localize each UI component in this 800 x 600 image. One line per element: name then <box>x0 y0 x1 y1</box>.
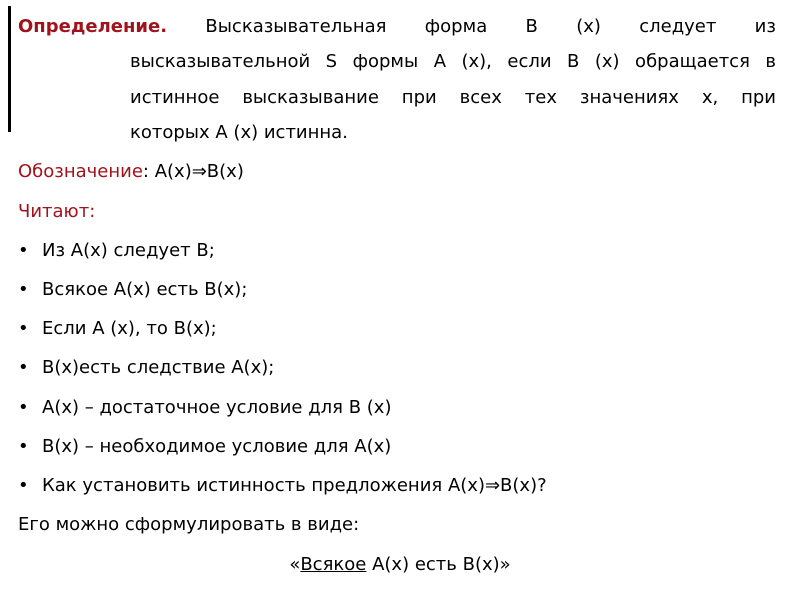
list-item <box>18 279 247 301</box>
formulate-line: Его можно сформулировать в виде: <box>18 514 360 535</box>
list-item-text: Как установить истинность предложения А(х)⇒В(х)? <box>42 475 547 496</box>
definition-line-4: которых А (х) истинна. <box>130 122 348 143</box>
definition-line-3: истинное высказывание при всех тех значениях х, при <box>130 87 776 108</box>
list-item-text: В(х)есть следствие А(х); <box>42 357 275 378</box>
list-item <box>18 475 547 497</box>
definition-word-2: форма <box>424 16 488 37</box>
definition-line-2: высказывательной S формы А (х), если В (х) обращается в <box>130 51 776 72</box>
definition-word-3: В <box>525 16 538 37</box>
list-item-text: Всякое А(х) есть В(х); <box>42 279 248 300</box>
notation-formula: А(х)⇒В(х) <box>148 161 244 182</box>
list-item <box>18 240 215 262</box>
definition-word-6: из <box>754 16 776 37</box>
list-item <box>18 357 274 379</box>
definition-label: Определение. <box>18 16 168 37</box>
list-item-text: В(х) – необходимое условие для А(х) <box>42 436 392 457</box>
bullet-icon: • <box>18 240 29 261</box>
definition-word-1: Высказывательная <box>205 16 387 37</box>
bullet-icon: • <box>18 475 29 496</box>
quote-close-mark: » <box>499 554 511 575</box>
quote-line <box>0 554 800 576</box>
reading-label: Читают: <box>18 201 96 222</box>
bullet-icon: • <box>18 397 29 418</box>
list-item-text: Из А(х) следует В; <box>42 240 215 261</box>
notation-line <box>18 161 244 183</box>
list-item-text: Если А (х), то В(х); <box>42 318 217 339</box>
quote-open-mark: « <box>289 554 301 575</box>
bullet-icon: • <box>18 279 29 300</box>
list-item-text: А(х) – достаточное условие для В (х) <box>42 397 392 418</box>
bullet-icon: • <box>18 436 29 457</box>
notation-colon: : <box>142 161 149 182</box>
left-border-rule <box>8 6 11 132</box>
bullet-icon: • <box>18 357 29 378</box>
list-item <box>18 318 217 340</box>
definition-word-4: (х) <box>576 16 601 37</box>
list-item <box>18 397 391 419</box>
definition-word-5: следует <box>639 16 717 37</box>
list-item <box>18 436 391 458</box>
notation-label: Обозначение <box>18 161 143 182</box>
quote-rest: А(х) есть В(х) <box>366 554 500 575</box>
definition-line-1 <box>18 16 776 38</box>
bullet-icon: • <box>18 318 29 339</box>
quote-underlined-word: Всякое <box>300 554 367 575</box>
